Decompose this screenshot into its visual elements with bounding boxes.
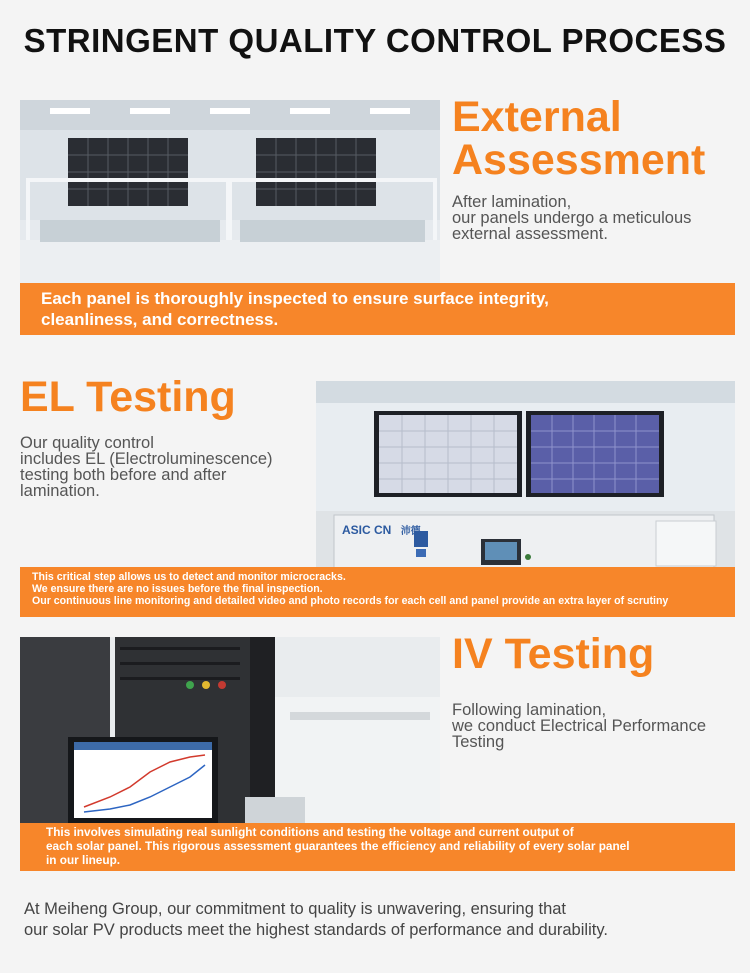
band-line: We ensure there are no issues before the final inspection. (32, 583, 323, 595)
external-assessment-heading (452, 93, 706, 184)
external-assessment-description (452, 194, 742, 242)
description-line: lamination. (20, 482, 100, 500)
iv-testing-band (20, 823, 735, 871)
closing-statement (24, 899, 724, 941)
heading-line: IV Testing (452, 630, 655, 678)
el-testing-band (20, 567, 735, 617)
description-line: our panels undergo a meticulous (452, 209, 692, 227)
closing-line: At Meiheng Group, our commitment to quality is unwavering, ensuring that (24, 900, 567, 918)
heading-line: External (452, 93, 622, 141)
heading-line: Assessment (452, 136, 706, 184)
band-line: Our continuous line monitoring and detailed video and photo records for each cell and panel provide an extra layer of scrutiny (32, 595, 669, 607)
description-line: includes EL (Electroluminescence) (20, 450, 273, 468)
closing-line: our solar PV products meet the highest standards of performance and durability. (24, 921, 608, 939)
band-line: This involves simulating real sunlight conditions and testing the voltage and current output of (46, 825, 574, 839)
band-line: in our lineup. (46, 853, 121, 867)
description-line: Following lamination, (452, 701, 607, 719)
description-line: we conduct Electrical Performance (452, 717, 707, 735)
description-line: external assessment. (452, 225, 608, 243)
el-testing-description (20, 435, 310, 499)
external-assessment-band (20, 283, 735, 335)
lamination-inspection-photo (20, 100, 440, 285)
band-line: This critical step allows us to detect and monitor microcracks. (32, 571, 346, 583)
band-line: Each panel is thoroughly inspected to ensure surface integrity, (41, 289, 549, 308)
description-line: Testing (452, 733, 505, 751)
iv-testing-heading (452, 630, 655, 678)
iv-testing-photo (20, 637, 440, 823)
machine-brand-label (342, 522, 421, 537)
band-line: each solar panel. This rigorous assessment guarantees the efficiency and reliability of every solar panel (46, 839, 630, 853)
description-line: Our quality control (20, 434, 154, 452)
page-title: STRINGENT QUALITY CONTROL PROCESS (23, 22, 727, 59)
el-testing-photo (316, 381, 735, 568)
el-testing-heading (20, 373, 236, 421)
description-line: testing both before and after (20, 466, 227, 484)
heading-line: EL Testing (20, 373, 236, 421)
description-line: After lamination, (452, 193, 572, 211)
brand-chinese: 沛德 (400, 526, 421, 537)
band-line: cleanliness, and correctness. (41, 310, 279, 329)
brand-latin: ASIC CN (342, 523, 392, 537)
iv-testing-description (452, 702, 744, 750)
